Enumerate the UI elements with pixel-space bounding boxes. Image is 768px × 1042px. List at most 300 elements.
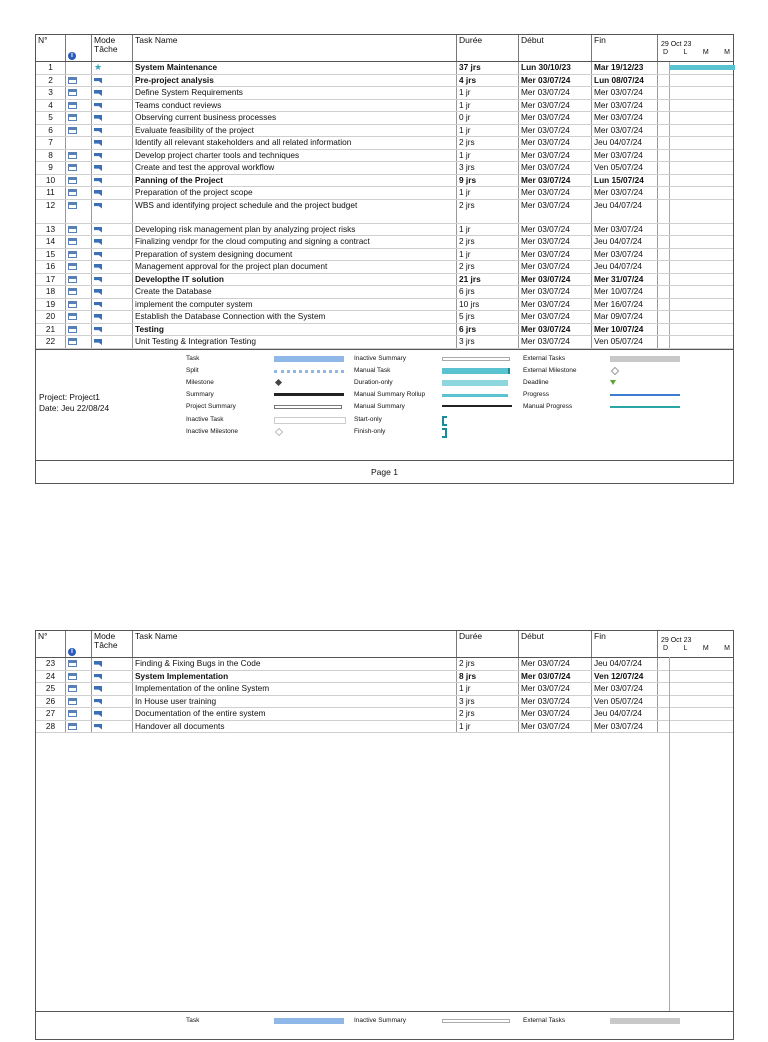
task-start[interactable]: Mer 03/07/24 bbox=[519, 658, 592, 670]
table-row[interactable] bbox=[36, 236, 733, 249]
legend-swatch-wrap bbox=[610, 366, 682, 376]
timescale-header[interactable] bbox=[658, 631, 735, 657]
header-indicators[interactable] bbox=[66, 35, 92, 61]
legend-label: Inactive Milestone bbox=[186, 427, 239, 435]
row-number: 4 bbox=[36, 100, 66, 112]
task-name[interactable]: Teams conduct reviews bbox=[133, 100, 457, 112]
legend-swatch-wrap bbox=[610, 354, 682, 364]
task-start[interactable]: Mer 03/07/24 bbox=[519, 721, 592, 733]
task-finish[interactable]: Ven 05/07/24 bbox=[592, 162, 658, 174]
timescale-divider bbox=[669, 236, 670, 248]
task-duration[interactable]: 1 jr bbox=[457, 683, 519, 695]
task-name[interactable]: Identify all relevant stakeholders and all related information bbox=[133, 137, 457, 149]
row-number: 21 bbox=[36, 324, 66, 336]
row-number: 26 bbox=[36, 696, 66, 708]
calendar-icon bbox=[68, 723, 77, 730]
legend-label: Manual Summary bbox=[354, 403, 405, 411]
header-task-name[interactable]: Task Name bbox=[133, 35, 457, 61]
task-finish[interactable]: Ven 05/07/24 bbox=[592, 336, 658, 348]
task-finish[interactable]: Mer 03/07/24 bbox=[592, 721, 658, 733]
task-start[interactable]: Mer 03/07/24 bbox=[519, 708, 592, 720]
timescale-divider bbox=[669, 200, 670, 223]
table-row[interactable] bbox=[36, 162, 733, 175]
task-start[interactable]: Mer 03/07/24 bbox=[519, 236, 592, 248]
task-finish[interactable]: Jeu 04/07/24 bbox=[592, 236, 658, 248]
task-start[interactable]: Mer 03/07/24 bbox=[519, 200, 592, 223]
header-duration[interactable]: Durée bbox=[457, 35, 519, 61]
task-finish[interactable]: Mer 03/07/24 bbox=[592, 150, 658, 162]
task-name[interactable]: implement the computer system bbox=[133, 299, 457, 311]
legend-item bbox=[186, 390, 214, 400]
task-start[interactable]: Mer 03/07/24 bbox=[519, 683, 592, 695]
legend-item bbox=[523, 354, 565, 364]
task-name[interactable]: Implementation of the online System bbox=[133, 683, 457, 695]
timescale-divider bbox=[669, 224, 670, 236]
row-number: 19 bbox=[36, 299, 66, 311]
header-num[interactable]: N° bbox=[36, 631, 66, 657]
task-start[interactable]: Mer 03/07/24 bbox=[519, 187, 592, 199]
mode-cell bbox=[92, 658, 133, 670]
gantt-cell bbox=[658, 175, 735, 187]
table-row[interactable] bbox=[36, 75, 733, 88]
table-row[interactable] bbox=[36, 62, 733, 75]
row-number: 27 bbox=[36, 708, 66, 720]
print-page-2 bbox=[35, 630, 734, 1040]
table-row[interactable] bbox=[36, 125, 733, 138]
task-finish[interactable]: Mer 03/07/24 bbox=[592, 112, 658, 124]
row-number: 24 bbox=[36, 671, 66, 683]
task-name[interactable]: WBS and identifying project schedule and the project budget bbox=[133, 200, 457, 223]
task-name[interactable]: Finalizing vendpr for the cloud computing and signing a contract bbox=[133, 236, 457, 248]
indicator-cell bbox=[66, 311, 92, 323]
legend-item bbox=[186, 415, 223, 425]
mode-cell bbox=[92, 336, 133, 348]
task-duration[interactable]: 10 jrs bbox=[457, 299, 519, 311]
legend-swatch-wrap bbox=[274, 378, 346, 388]
task-finish[interactable]: Mer 03/07/24 bbox=[592, 187, 658, 199]
mode-cell bbox=[92, 261, 133, 273]
task-finish[interactable]: Jeu 04/07/24 bbox=[592, 137, 658, 149]
auto-schedule-icon bbox=[94, 140, 102, 146]
task-duration[interactable]: 1 jr bbox=[457, 100, 519, 112]
auto-schedule-icon bbox=[94, 165, 102, 171]
indicator-cell bbox=[66, 236, 92, 248]
header-start[interactable]: Début bbox=[519, 35, 592, 61]
task-start[interactable]: Mer 03/07/24 bbox=[519, 150, 592, 162]
table-row[interactable] bbox=[36, 150, 733, 163]
task-name[interactable]: Create the Database bbox=[133, 286, 457, 298]
row-number: 6 bbox=[36, 125, 66, 137]
legend-swatch bbox=[275, 427, 283, 435]
task-finish[interactable]: Jeu 04/07/24 bbox=[592, 200, 658, 223]
timescale-divider bbox=[669, 324, 670, 336]
row-number: 1 bbox=[36, 62, 66, 74]
task-finish[interactable]: Mer 03/07/24 bbox=[592, 100, 658, 112]
task-duration[interactable]: 6 jrs bbox=[457, 286, 519, 298]
calendar-icon bbox=[68, 177, 77, 184]
task-duration[interactable]: 6 jrs bbox=[457, 324, 519, 336]
indicator-cell bbox=[66, 224, 92, 236]
timescale-divider bbox=[669, 249, 670, 261]
auto-schedule-icon bbox=[94, 115, 102, 121]
day-label: M bbox=[724, 49, 730, 56]
task-start[interactable]: Mer 03/07/24 bbox=[519, 87, 592, 99]
task-start[interactable]: Mer 03/07/24 bbox=[519, 274, 592, 286]
project-name: Project: Project1 bbox=[39, 391, 100, 402]
task-start[interactable]: Mer 03/07/24 bbox=[519, 261, 592, 273]
legend-label: Task bbox=[186, 1017, 200, 1024]
task-start[interactable]: Mer 03/07/24 bbox=[519, 336, 592, 348]
mode-cell bbox=[92, 137, 133, 149]
table-row[interactable] bbox=[36, 658, 733, 671]
task-duration[interactable]: 1 jr bbox=[457, 721, 519, 733]
legend-swatch bbox=[442, 357, 510, 361]
mode-cell bbox=[92, 75, 133, 87]
task-name[interactable]: Develop project charter tools and techniques bbox=[133, 150, 457, 162]
task-duration[interactable]: 2 jrs bbox=[457, 137, 519, 149]
legend-swatch bbox=[274, 417, 346, 424]
task-finish[interactable]: Lun 15/07/24 bbox=[592, 175, 658, 187]
task-finish[interactable]: Mer 10/07/24 bbox=[592, 286, 658, 298]
legend-swatch bbox=[611, 366, 619, 374]
table-row[interactable] bbox=[36, 112, 733, 125]
table-row[interactable] bbox=[36, 224, 733, 237]
task-duration[interactable]: 1 jr bbox=[457, 87, 519, 99]
task-duration[interactable]: 2 jrs bbox=[457, 200, 519, 223]
indicator-cell bbox=[66, 75, 92, 87]
task-duration[interactable]: 1 jr bbox=[457, 249, 519, 261]
header-start[interactable]: Début bbox=[519, 631, 592, 657]
task-duration[interactable]: 2 jrs bbox=[457, 708, 519, 720]
table-row[interactable] bbox=[36, 311, 733, 324]
task-duration[interactable]: 1 jr bbox=[457, 187, 519, 199]
task-finish[interactable]: Ven 12/07/24 bbox=[592, 671, 658, 683]
table-row[interactable] bbox=[36, 137, 733, 150]
legend-swatch-wrap bbox=[442, 354, 514, 364]
mode-cell bbox=[92, 249, 133, 261]
task-finish[interactable]: Mer 16/07/24 bbox=[592, 299, 658, 311]
task-duration[interactable]: 8 jrs bbox=[457, 671, 519, 683]
indicator-cell bbox=[66, 175, 92, 187]
indicator-cell bbox=[66, 150, 92, 162]
task-start[interactable]: Mer 03/07/24 bbox=[519, 112, 592, 124]
legend-swatch bbox=[610, 380, 616, 385]
task-duration[interactable]: 2 jrs bbox=[457, 236, 519, 248]
calendar-icon bbox=[68, 89, 77, 96]
legend-swatch bbox=[274, 370, 344, 373]
task-duration[interactable]: 0 jr bbox=[457, 112, 519, 124]
indicator-cell bbox=[66, 112, 92, 124]
legend-label: Inactive Summary bbox=[354, 1017, 407, 1024]
task-name[interactable]: Create and test the approval workflow bbox=[133, 162, 457, 174]
calendar-icon bbox=[68, 326, 77, 333]
legend-item bbox=[354, 427, 385, 437]
task-duration[interactable]: 2 jrs bbox=[457, 658, 519, 670]
legend-swatch-wrap bbox=[274, 415, 346, 425]
calendar-icon bbox=[68, 263, 77, 270]
task-name[interactable]: Define System Requirements bbox=[133, 87, 457, 99]
header-num[interactable]: N° bbox=[36, 35, 66, 61]
legend-swatch bbox=[274, 356, 344, 362]
timescale-divider bbox=[669, 657, 670, 1011]
task-finish[interactable]: Mer 31/07/24 bbox=[592, 274, 658, 286]
indicator-cell bbox=[66, 721, 92, 733]
calendar-icon bbox=[68, 276, 77, 283]
gantt-cell bbox=[658, 112, 735, 124]
mode-cell bbox=[92, 236, 133, 248]
print-page-1 bbox=[35, 34, 734, 484]
legend-label: Manual Summary Rollup bbox=[354, 391, 426, 399]
task-duration[interactable]: 2 jrs bbox=[457, 261, 519, 273]
task-grid bbox=[36, 631, 733, 1011]
table-row[interactable] bbox=[36, 671, 733, 684]
timescale-header[interactable] bbox=[658, 35, 735, 61]
header-mode[interactable]: Mode Tâche bbox=[92, 631, 133, 657]
task-name[interactable]: System Maintenance bbox=[133, 62, 457, 74]
auto-schedule-icon bbox=[94, 190, 102, 196]
legend-item bbox=[354, 366, 390, 376]
task-name[interactable]: Management approval for the project plan document bbox=[133, 261, 457, 273]
timescale-divider bbox=[669, 299, 670, 311]
task-finish[interactable]: Jeu 04/07/24 bbox=[592, 708, 658, 720]
task-start[interactable]: Mer 03/07/24 bbox=[519, 696, 592, 708]
table-row[interactable] bbox=[36, 696, 733, 709]
task-duration[interactable]: 3 jrs bbox=[457, 696, 519, 708]
calendar-icon bbox=[68, 685, 77, 692]
gantt-cell bbox=[658, 261, 735, 273]
task-finish[interactable]: Mer 03/07/24 bbox=[592, 87, 658, 99]
indicator-cell bbox=[66, 137, 92, 149]
task-name[interactable]: Preparation of system designing document bbox=[133, 249, 457, 261]
table-row[interactable] bbox=[36, 200, 733, 224]
header-finish[interactable]: Fin bbox=[592, 35, 658, 61]
legend-swatch bbox=[274, 1018, 344, 1024]
header-task-name[interactable]: Task Name bbox=[133, 631, 457, 657]
table-row[interactable] bbox=[36, 683, 733, 696]
table-row[interactable] bbox=[36, 274, 733, 287]
header-mode[interactable]: Mode Tâche bbox=[92, 35, 133, 61]
indicator-cell bbox=[66, 62, 92, 74]
row-number: 20 bbox=[36, 311, 66, 323]
legend-swatch-wrap bbox=[610, 390, 682, 400]
task-start[interactable]: Mer 03/07/24 bbox=[519, 286, 592, 298]
gantt-cell bbox=[658, 150, 735, 162]
task-finish[interactable]: Mar 19/12/23 bbox=[592, 62, 658, 74]
task-start[interactable]: Lun 30/10/23 bbox=[519, 62, 592, 74]
table-row[interactable] bbox=[36, 336, 733, 349]
task-finish[interactable]: Mer 10/07/24 bbox=[592, 324, 658, 336]
mode-cell bbox=[92, 175, 133, 187]
gantt-cell bbox=[658, 324, 735, 336]
task-name[interactable]: Developing risk management plan by analyzing project risks bbox=[133, 224, 457, 236]
timescale-divider bbox=[669, 162, 670, 174]
legend-swatch bbox=[610, 406, 680, 408]
task-name[interactable]: System Implementation bbox=[133, 671, 457, 683]
legend-label: Duration-only bbox=[354, 378, 393, 386]
task-name[interactable]: Establish the Database Connection with the System bbox=[133, 311, 457, 323]
legend-swatch-wrap bbox=[442, 390, 514, 400]
table-row[interactable] bbox=[36, 324, 733, 337]
legend-label: External Tasks bbox=[523, 354, 566, 362]
row-number: 18 bbox=[36, 286, 66, 298]
indicator-cell bbox=[66, 336, 92, 348]
table-row[interactable] bbox=[36, 721, 733, 734]
legend-swatch bbox=[442, 380, 508, 386]
auto-schedule-icon bbox=[94, 327, 102, 333]
page-footer: Page 1 bbox=[36, 460, 733, 483]
task-start[interactable]: Mer 03/07/24 bbox=[519, 137, 592, 149]
indicator-cell bbox=[66, 324, 92, 336]
table-row[interactable] bbox=[36, 249, 733, 262]
task-duration[interactable]: 9 jrs bbox=[457, 175, 519, 187]
mode-cell bbox=[92, 721, 133, 733]
task-start[interactable]: Mer 03/07/24 bbox=[519, 671, 592, 683]
legend-swatch-wrap bbox=[274, 402, 346, 412]
timescale-divider bbox=[669, 87, 670, 99]
auto-schedule-icon bbox=[94, 339, 102, 345]
project-date: Date: Jeu 22/08/24 bbox=[39, 402, 110, 413]
task-start[interactable]: Mer 03/07/24 bbox=[519, 100, 592, 112]
task-finish[interactable]: Ven 05/07/24 bbox=[592, 696, 658, 708]
task-name[interactable]: Observing current business processes bbox=[133, 112, 457, 124]
table-row[interactable] bbox=[36, 100, 733, 113]
table-row[interactable] bbox=[36, 87, 733, 100]
calendar-icon bbox=[68, 251, 77, 258]
legend-item bbox=[523, 1016, 565, 1026]
legend-label: Manual Progress bbox=[523, 403, 573, 411]
legend-swatch bbox=[275, 379, 282, 386]
indicator-cell bbox=[66, 696, 92, 708]
calendar-icon bbox=[68, 102, 77, 109]
task-start[interactable]: Mer 03/07/24 bbox=[519, 299, 592, 311]
task-name[interactable]: Developthe IT solution bbox=[133, 274, 457, 286]
timescale-divider bbox=[669, 311, 670, 323]
legend-swatch bbox=[442, 416, 447, 426]
legend-swatch-wrap bbox=[610, 1016, 682, 1026]
legend-item bbox=[523, 402, 572, 412]
table-row[interactable] bbox=[36, 299, 733, 312]
task-duration[interactable]: 21 jrs bbox=[457, 274, 519, 286]
task-name[interactable]: Finding & Fixing Bugs in the Code bbox=[133, 658, 457, 670]
mode-cell bbox=[92, 162, 133, 174]
task-start[interactable]: Mer 03/07/24 bbox=[519, 125, 592, 137]
task-start[interactable]: Mer 03/07/24 bbox=[519, 311, 592, 323]
task-start[interactable]: Mer 03/07/24 bbox=[519, 224, 592, 236]
task-name[interactable]: Pre-project analysis bbox=[133, 75, 457, 87]
legend-swatch bbox=[442, 428, 447, 438]
task-name[interactable]: In House user training bbox=[133, 696, 457, 708]
indicator-cell bbox=[66, 274, 92, 286]
auto-schedule-icon bbox=[94, 289, 102, 295]
table-row[interactable] bbox=[36, 187, 733, 200]
auto-schedule-icon bbox=[94, 314, 102, 320]
task-name[interactable]: Handover all documents bbox=[133, 721, 457, 733]
header-finish[interactable]: Fin bbox=[592, 631, 658, 657]
task-finish[interactable]: Mer 03/07/24 bbox=[592, 249, 658, 261]
task-duration[interactable]: 1 jr bbox=[457, 224, 519, 236]
row-number: 3 bbox=[36, 87, 66, 99]
task-duration[interactable]: 37 jrs bbox=[457, 62, 519, 74]
task-duration[interactable]: 3 jrs bbox=[457, 162, 519, 174]
row-number: 25 bbox=[36, 683, 66, 695]
table-row[interactable] bbox=[36, 175, 733, 188]
table-row[interactable] bbox=[36, 708, 733, 721]
mode-cell bbox=[92, 112, 133, 124]
calendar-icon bbox=[68, 202, 77, 209]
row-number: 11 bbox=[36, 187, 66, 199]
auto-schedule-icon bbox=[94, 103, 102, 109]
calendar-icon bbox=[68, 301, 77, 308]
legend-swatch-wrap bbox=[274, 1016, 346, 1026]
calendar-icon bbox=[68, 660, 77, 667]
indicator-cell bbox=[66, 261, 92, 273]
legend-swatch-wrap bbox=[610, 402, 682, 412]
auto-schedule-icon bbox=[94, 302, 102, 308]
timescale-divider bbox=[669, 175, 670, 187]
pushpin-icon: ★ bbox=[94, 62, 103, 72]
task-finish[interactable]: Lun 08/07/24 bbox=[592, 75, 658, 87]
task-name[interactable]: Panning of the Project bbox=[133, 175, 457, 187]
task-finish[interactable]: Mer 03/07/24 bbox=[592, 683, 658, 695]
summary-bar[interactable] bbox=[670, 65, 735, 70]
task-duration[interactable]: 1 jr bbox=[457, 150, 519, 162]
day-label: D bbox=[663, 645, 669, 652]
table-row[interactable] bbox=[36, 286, 733, 299]
day-label: L bbox=[683, 645, 688, 652]
table-row[interactable] bbox=[36, 261, 733, 274]
task-duration[interactable]: 4 jrs bbox=[457, 75, 519, 87]
indicator-cell bbox=[66, 87, 92, 99]
header-indicators[interactable] bbox=[66, 631, 92, 657]
legend-swatch bbox=[442, 1019, 510, 1023]
task-finish[interactable]: Mar 09/07/24 bbox=[592, 311, 658, 323]
timescale-date: 29 Oct 23 bbox=[661, 41, 692, 48]
task-start[interactable]: Mer 03/07/24 bbox=[519, 162, 592, 174]
task-name[interactable]: Testing bbox=[133, 324, 457, 336]
legend-swatch bbox=[274, 393, 344, 396]
legend-swatch bbox=[610, 1018, 680, 1024]
task-start[interactable]: Mer 03/07/24 bbox=[519, 175, 592, 187]
auto-schedule-icon bbox=[94, 277, 102, 283]
task-name[interactable]: Documentation of the entire system bbox=[133, 708, 457, 720]
day-label: M bbox=[724, 645, 730, 652]
task-finish[interactable]: Mer 03/07/24 bbox=[592, 125, 658, 137]
task-start[interactable]: Mer 03/07/24 bbox=[519, 75, 592, 87]
auto-schedule-icon bbox=[94, 724, 102, 730]
task-duration[interactable]: 3 jrs bbox=[457, 336, 519, 348]
auto-schedule-icon bbox=[94, 239, 102, 245]
mode-cell bbox=[92, 286, 133, 298]
task-name[interactable]: Evaluate feasibility of the project bbox=[133, 125, 457, 137]
task-start[interactable]: Mer 03/07/24 bbox=[519, 324, 592, 336]
indicator-cell bbox=[66, 200, 92, 223]
task-rows bbox=[36, 62, 733, 349]
task-finish[interactable]: Mer 03/07/24 bbox=[592, 224, 658, 236]
legend-label: External Milestone bbox=[523, 366, 577, 374]
day-label: M bbox=[702, 49, 709, 56]
row-number: 13 bbox=[36, 224, 66, 236]
task-name[interactable]: Unit Testing & Integration Testing bbox=[133, 336, 457, 348]
task-name[interactable]: Preparation of the project scope bbox=[133, 187, 457, 199]
indicator-cell bbox=[66, 162, 92, 174]
task-finish[interactable]: Jeu 04/07/24 bbox=[592, 261, 658, 273]
task-duration[interactable]: 5 jrs bbox=[457, 311, 519, 323]
task-duration[interactable]: 1 jr bbox=[457, 125, 519, 137]
header-duration[interactable]: Durée bbox=[457, 631, 519, 657]
auto-schedule-icon bbox=[94, 90, 102, 96]
task-start[interactable]: Mer 03/07/24 bbox=[519, 249, 592, 261]
task-finish[interactable]: Jeu 04/07/24 bbox=[592, 658, 658, 670]
